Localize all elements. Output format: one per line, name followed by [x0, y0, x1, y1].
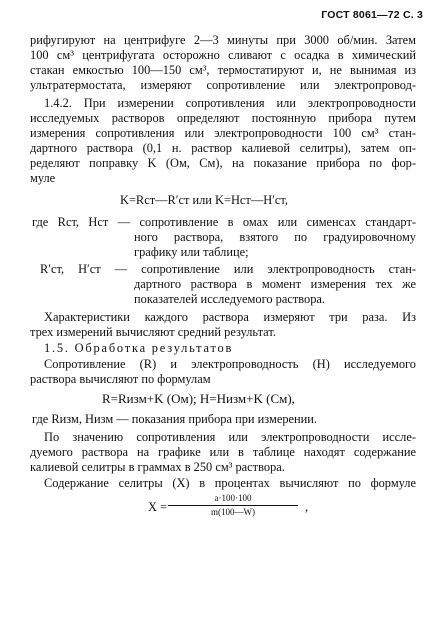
- text-line: раствора вычисляют по формулам: [30, 372, 211, 386]
- definition-line: R′ст, H′ст — сопротивление или электропроводность стан-: [40, 262, 416, 276]
- text-line: измерения сопротивления или электропроводности 100 см³ стан-: [30, 126, 416, 140]
- section-heading-1-5: 1.5. Обработка результатов: [44, 341, 234, 355]
- clause-1-4-2: 1.4.2. При измерении сопротивления или электропроводности: [44, 96, 416, 110]
- formula-x-lhs: X =: [148, 500, 168, 514]
- definition-line: где Rст, Hст — сопротивление в омах или сименсах стандарт-: [32, 215, 416, 229]
- text-line: исследуемых растворов определяют постоянную прибора путем: [30, 111, 416, 125]
- definition-line: дартного раствора в момент измерения тех же: [134, 277, 416, 291]
- text-line: стакан емкостью 100—150 см³, термостатируют и, не вынимая из: [30, 63, 416, 77]
- formula-x-comma: ,: [305, 500, 309, 514]
- text-line: трех измерений вычисляют средний результат.: [30, 325, 276, 339]
- definition-line: где Rизм, Hизм — показания прибора при измерении.: [32, 412, 318, 426]
- text-line: дартного раствора (0,1 н. раствор калиевой селитры), затем оп-: [30, 141, 416, 155]
- text-line: По значению сопротивления или электропроводности иссле-: [44, 430, 416, 444]
- text-line: муле: [30, 171, 56, 185]
- definition-line: ного раствора, взятого по градуировочному: [134, 230, 416, 244]
- definition-line: графику или таблице;: [134, 245, 249, 259]
- formula-correction: K=Rст—R′ст или K=Hст—H′ст,: [120, 193, 288, 207]
- standard-header: ГОСТ 8061—72 С. 3: [321, 9, 423, 21]
- text-line: ределяют поправку K (Ом, См), на показание прибора по фор-: [30, 156, 416, 170]
- definition-line: показателей исследуемого раствора.: [134, 292, 326, 306]
- text-line: Содержание селитры (X) в процентах вычисляют по формуле: [44, 476, 416, 490]
- text-line: калиевой селитры в граммах в 250 см³ раствора.: [30, 460, 285, 474]
- text-line: Сопротивление (R) и электропроводность (H) исследуемого: [44, 357, 416, 371]
- fraction-denominator: m(100—W): [211, 507, 255, 517]
- formula-x-fraction: [168, 493, 298, 518]
- text-line: Характеристики каждого раствора измеряют три раза. Из: [44, 310, 416, 324]
- text-line: 100 см³ центрифугата осторожно сливают с осадка в химический: [30, 48, 416, 62]
- text-line: ультратермостата, измеряют сопротивление или электропровод-: [30, 78, 416, 92]
- fraction-numerator: a·100·100: [168, 493, 298, 506]
- formula-resistance: R=Rизм+K (Ом); H=Hизм+K (См),: [102, 391, 295, 406]
- text-line: рифугируют на центрифуге 2—3 минуты при 3000 об/мин. Затем: [30, 33, 416, 47]
- text-line: дуемого раствора на графике или в таблице находят содержание: [30, 445, 416, 459]
